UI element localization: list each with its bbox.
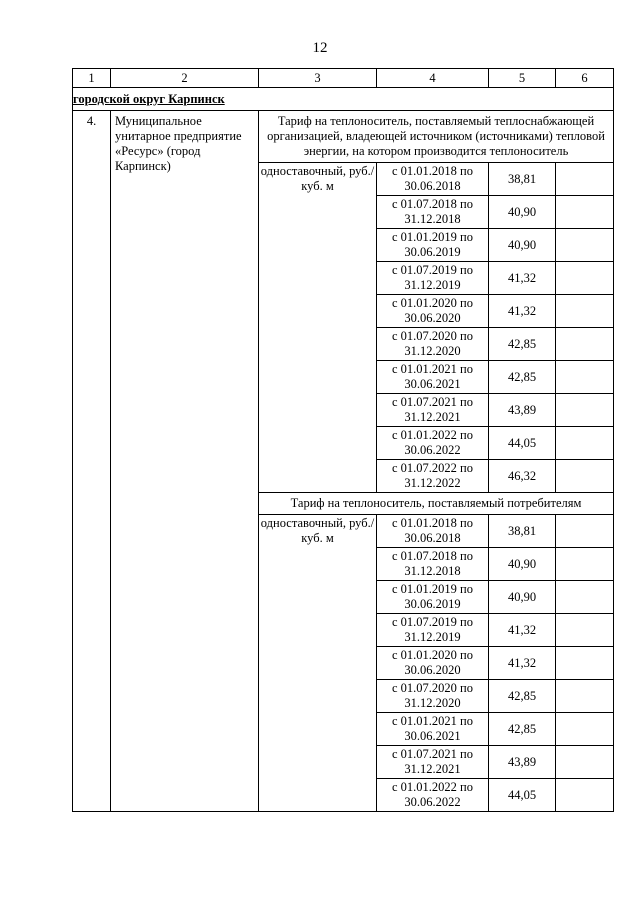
tariff-note — [556, 427, 614, 460]
tariff-note — [556, 680, 614, 713]
organization-number: 4. — [73, 111, 111, 812]
tariff-note — [556, 746, 614, 779]
section-title: Тариф на теплоноситель, поставляемый теплоснабжающей организацией, владеющей источником (источниками) тепловой энергии, на котором производится теплоноситель — [259, 111, 614, 163]
tariff-value: 41,32 — [489, 614, 556, 647]
page-number: 12 — [312, 40, 328, 56]
tariff-note — [556, 647, 614, 680]
tariff-value: 43,89 — [489, 394, 556, 427]
tariff-table — [72, 68, 614, 812]
column-number: 2 — [111, 69, 259, 88]
tariff-note — [556, 515, 614, 548]
column-number-row — [73, 69, 614, 88]
tariff-value: 44,05 — [489, 427, 556, 460]
tariff-type: одноставочный, руб./куб. м — [259, 515, 377, 812]
tariff-value: 42,85 — [489, 680, 556, 713]
district-name: городской округ Карпинск — [73, 88, 614, 111]
section-title: Тариф на теплоноситель, поставляемый потребителям — [259, 493, 614, 515]
tariff-period: с 01.07.2018 по 31.12.2018 — [377, 196, 489, 229]
tariff-period: с 01.07.2021 по 31.12.2021 — [377, 746, 489, 779]
tariff-value: 38,81 — [489, 515, 556, 548]
tariff-value: 40,90 — [489, 196, 556, 229]
tariff-note — [556, 361, 614, 394]
tariff-period: с 01.01.2019 по 30.06.2019 — [377, 581, 489, 614]
organization-name: Муниципальное унитарное предприятие «Ресурс» (город Карпинск) — [111, 111, 259, 812]
tariff-period: с 01.01.2020 по 30.06.2020 — [377, 647, 489, 680]
tariff-note — [556, 328, 614, 361]
tariff-note — [556, 163, 614, 196]
tariff-period: с 01.01.2020 по 30.06.2020 — [377, 295, 489, 328]
tariff-note — [556, 394, 614, 427]
tariff-note — [556, 196, 614, 229]
tariff-value: 38,81 — [489, 163, 556, 196]
tariff-value: 41,32 — [489, 262, 556, 295]
tariff-value: 44,05 — [489, 779, 556, 812]
column-number: 6 — [556, 69, 614, 88]
tariff-period: с 01.01.2022 по 30.06.2022 — [377, 427, 489, 460]
tariff-value: 40,90 — [489, 581, 556, 614]
column-number: 4 — [377, 69, 489, 88]
tariff-note — [556, 779, 614, 812]
tariff-note — [556, 229, 614, 262]
tariff-value: 42,85 — [489, 328, 556, 361]
tariff-period: с 01.07.2019 по 31.12.2019 — [377, 614, 489, 647]
tariff-period: с 01.07.2018 по 31.12.2018 — [377, 548, 489, 581]
district-row — [73, 88, 614, 111]
tariff-value: 41,32 — [489, 647, 556, 680]
tariff-value: 41,32 — [489, 295, 556, 328]
tariff-type: одноставочный, руб./куб. м — [259, 163, 377, 493]
tariff-value: 43,89 — [489, 746, 556, 779]
column-number: 3 — [259, 69, 377, 88]
tariff-value: 40,90 — [489, 229, 556, 262]
tariff-value: 42,85 — [489, 361, 556, 394]
tariff-note — [556, 581, 614, 614]
tariff-period: с 01.07.2021 по 31.12.2021 — [377, 394, 489, 427]
tariff-note — [556, 614, 614, 647]
tariff-period: с 01.01.2021 по 30.06.2021 — [377, 713, 489, 746]
tariff-period: с 01.01.2022 по 30.06.2022 — [377, 779, 489, 812]
column-number: 1 — [73, 69, 111, 88]
tariff-period: с 01.07.2022 по 31.12.2022 — [377, 460, 489, 493]
tariff-value: 42,85 — [489, 713, 556, 746]
tariff-value: 40,90 — [489, 548, 556, 581]
section-title-row — [73, 111, 614, 163]
tariff-period: с 01.07.2019 по 31.12.2019 — [377, 262, 489, 295]
column-number: 5 — [489, 69, 556, 88]
tariff-period: с 01.01.2018 по 30.06.2018 — [377, 515, 489, 548]
tariff-period: с 01.01.2021 по 30.06.2021 — [377, 361, 489, 394]
tariff-note — [556, 460, 614, 493]
tariff-period: с 01.01.2019 по 30.06.2019 — [377, 229, 489, 262]
tariff-note — [556, 295, 614, 328]
tariff-note — [556, 262, 614, 295]
tariff-note — [556, 713, 614, 746]
tariff-period: с 01.01.2018 по 30.06.2018 — [377, 163, 489, 196]
tariff-value: 46,32 — [489, 460, 556, 493]
tariff-note — [556, 548, 614, 581]
tariff-period: с 01.07.2020 по 31.12.2020 — [377, 328, 489, 361]
tariff-period: с 01.07.2020 по 31.12.2020 — [377, 680, 489, 713]
